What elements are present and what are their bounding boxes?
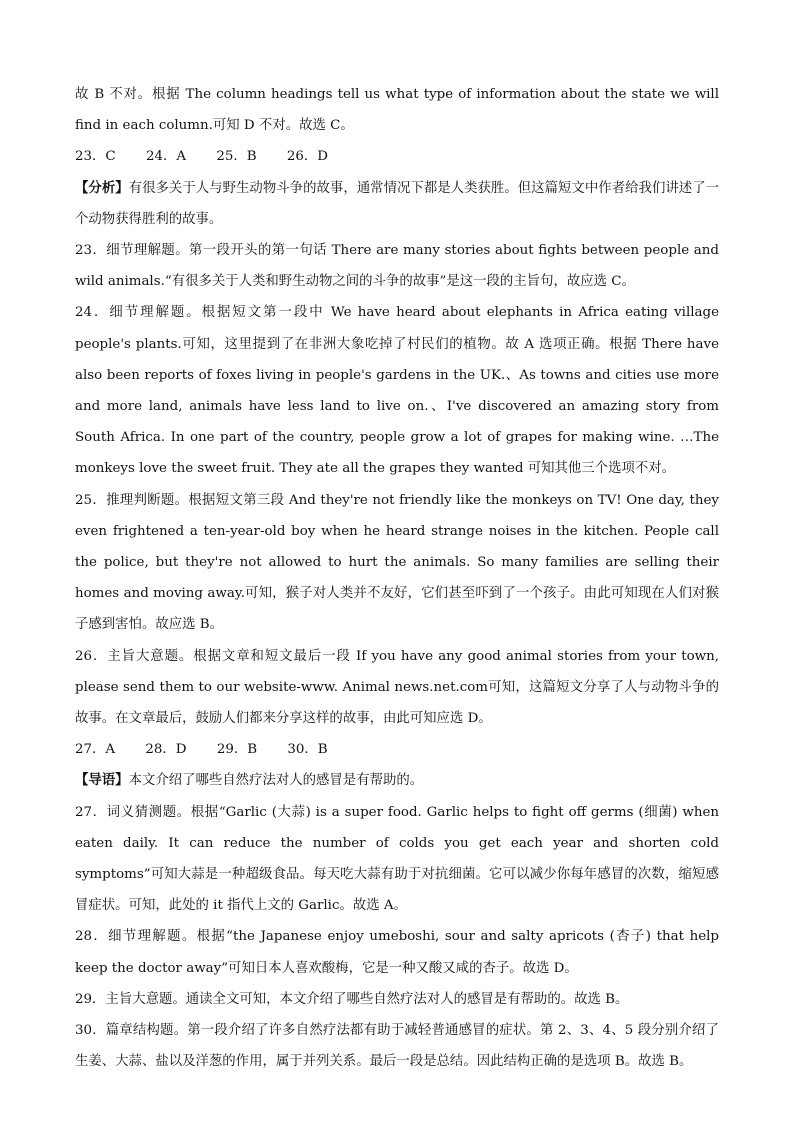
explanation-27: 27．词义猜测题。根据“Garlic (大蒜) is a super food. Garlic helps to fight off germs (细菌) when eaten daily. It can reduce the number of colds you get each year and shorten cold symptoms”可知大蒜是一种超级食品。每天吃大蒜有助于对抗细菌。它可以减少你每年感冒的次数，缩短感冒症状。可知，此处的 it 指代上文的 Garlic。故选 A。: [75, 804, 719, 914]
explanation-29: 29．主旨大意题。通读全文可知，本文介绍了哪些自然疗法对人的感冒是有帮助的。故选 B。: [75, 991, 629, 1007]
paragraph-p1: 故 B 不对。根据 The column headings tell us what type of information about the state we will find in each column.可知 D 不对。故选 C。: [75, 87, 719, 134]
answer-30: 30．B: [287, 742, 328, 758]
answer-29: 29．B: [216, 742, 258, 758]
answer-key-27-30: [75, 734, 719, 765]
analysis-text: 有很多关于人与野生动物斗争的故事，通常情况下都是人类获胜。但这篇短文中作者给我们讲述了一个动物获得胜利的故事。: [75, 180, 719, 227]
answer-28: 28．D: [145, 742, 187, 758]
answer-23: 23．C: [75, 149, 116, 165]
answer-27: 27．A: [75, 742, 116, 758]
guide-paragraph: [75, 765, 719, 796]
analysis-tag: 【分析】: [75, 179, 129, 196]
explanation-28: 28．细节理解题。根据“the Japanese enjoy umeboshi, sour and salty apricots (杏子) that help keep the doctor away”可知日本人喜欢酸梅，它是一种又酸又咸的杏子。故选 D。: [75, 929, 719, 976]
explanation-24: 24．细节理解题。根据短文第一段中 We have heard about elephants in Africa eating village people's plants.可知，这里提到了在非洲大象吃掉了村民们的植物。故 A 选项正确。根据 There have also been reports of foxes living in people's gardens in the UK.、As towns and cities use more and more land, animals have less land to live on.、I've discovered an amazing story from South Africa. In one part of the country, people grow a lot of grapes for making wine. …The monkeys love the sweet fruit. They ate all the grapes they wanted 可知其他三个选项不对。: [75, 305, 719, 477]
document-body: [75, 79, 719, 1078]
answer-25: 25．B: [216, 149, 257, 165]
explanation-25: 25．推理判断题。根据短文第三段 And they're not friendly like the monkeys on TV! One day, they even frightened a ten-year-old boy when he heard strange noises in the kitchen. People call the police, but they're not allowed to hurt the animals. So many families are selling their homes and moving away.可知，猴子对人类并不友好，它们甚至吓到了一个孩子。由此可知现在人们对猴子感到害怕。故应选 B。: [75, 492, 719, 633]
answer-key-23-26: [75, 141, 719, 172]
explanation-26: 26．主旨大意题。根据文章和短文最后一段 If you have any good animal stories from your town, please send them to our website-www. Animal news.net.com可知，这篇短文分享了人与动物斗争的故事。在文章最后，鼓励人们都来分享这样的故事，由此可知应选 D。: [75, 648, 719, 727]
explanation-30: 30．篇章结构题。第一段介绍了许多自然疗法都有助于减轻普通感冒的症状。第 2、3、4、5 段分别介绍了生姜、大蒜、盐以及洋葱的作用，属于并列关系。最后一段是总结。因此结构正确的是选项 B。故选 B。: [75, 1023, 719, 1070]
answer-24: 24．A: [145, 149, 187, 165]
guide-tag: 【导语】: [75, 772, 129, 789]
analysis-paragraph: [75, 173, 719, 235]
guide-text: 本文介绍了哪些自然疗法对人的感冒是有帮助的。: [128, 773, 424, 789]
answer-26: 26．D: [286, 149, 329, 165]
explanation-23: 23．细节理解题。第一段开头的第一句话 There are many stories about fights between people and wild animals.“有很多关于人类和野生动物之间的斗争的故事”是这一段的主旨句，故应选 C。: [75, 243, 719, 290]
